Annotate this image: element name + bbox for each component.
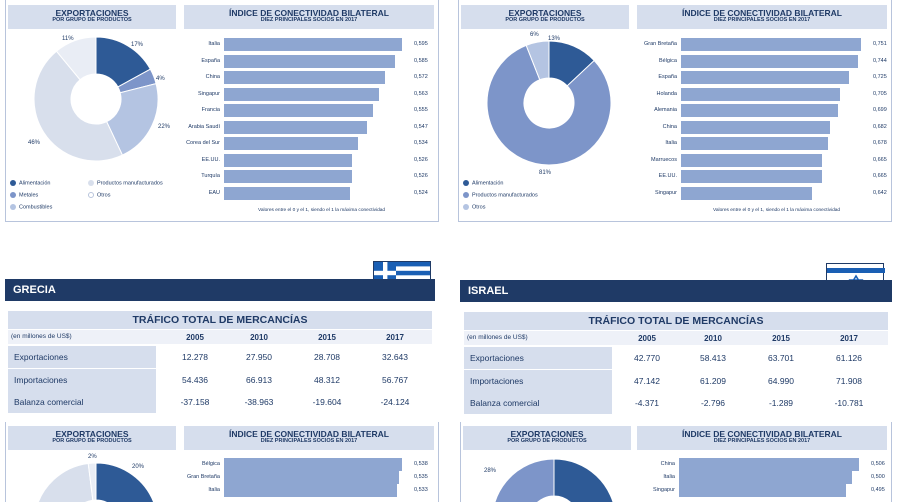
bar [681, 154, 822, 167]
table-header-row [464, 331, 888, 345]
legend-item [463, 192, 538, 198]
row-label: Balanza comercial [464, 392, 612, 414]
table-row [8, 391, 432, 413]
cell: 42.770 [634, 353, 660, 363]
row-label: Importaciones [8, 369, 156, 391]
legend-dot [88, 192, 94, 198]
pie-label-11: 11% [62, 36, 74, 42]
bar-label: Singapur [654, 189, 677, 196]
cell: -4.371 [634, 398, 660, 408]
year-header: 2017 [840, 334, 858, 343]
bar-value: 0,572 [414, 74, 428, 80]
bar [679, 484, 846, 497]
year-header: 2015 [318, 333, 336, 342]
bar-value: 0,535 [414, 474, 428, 480]
year-header: 2005 [638, 334, 656, 343]
icb-header [184, 426, 434, 450]
pie-label-13: 13% [548, 36, 561, 42]
bar-value: 0,495 [871, 487, 885, 493]
legend-item [10, 204, 52, 210]
bar [681, 104, 838, 117]
legend-item [88, 180, 163, 186]
cell: 54.436 [182, 375, 208, 385]
bar-label: Italia [208, 487, 220, 493]
exports-subtitle: POR GRUPO DE PRODUCTOS [52, 437, 132, 444]
bar-value: 0,524 [414, 189, 428, 196]
cell: -19.604 [312, 397, 342, 407]
pie-slice [35, 463, 93, 502]
bar-label: China [660, 461, 675, 467]
legend-label: Alimentación [19, 180, 51, 187]
cell: 32.643 [382, 352, 408, 362]
table-row [8, 369, 432, 391]
icb-title: ÍNDICE DE CONECTIVIDAD BILATERAL [682, 8, 842, 18]
bar [681, 137, 828, 150]
icb-bar-chart [186, 38, 428, 203]
bar-label: España [658, 74, 677, 80]
legend-dot [88, 180, 94, 186]
legend-label: Otros [472, 204, 486, 211]
bar-label: EE.UU. [201, 156, 220, 163]
legend-dot [10, 192, 16, 198]
bar-label: China [205, 74, 220, 80]
exports-title: EXPORTACIONES [508, 8, 582, 18]
pie-label-20: 20% [132, 464, 145, 470]
bar-label: España [201, 57, 220, 64]
table-title: TRÁFICO TOTAL DE MERCANCÍAS [8, 311, 432, 329]
cell: 48.312 [314, 375, 340, 385]
bar-value: 0,751 [873, 41, 887, 47]
icb-note: Valores entre el 0 y el 1, siendo el 1 la máxima conectividad [258, 208, 386, 213]
pie-label-2: 2% [88, 454, 97, 460]
pie-label-6: 6% [530, 32, 539, 38]
bar-value: 0,500 [871, 474, 885, 480]
bar [224, 137, 358, 150]
year-header: 2010 [250, 333, 268, 342]
cell: 58.413 [700, 353, 726, 363]
bar-label: Italia [208, 41, 220, 47]
legend-item [10, 180, 51, 186]
icb-title: ÍNDICE DE CONECTIVIDAD BILATERAL [682, 429, 842, 439]
bar-value: 0,526 [414, 173, 428, 179]
icb-subtitle: DIEZ PRINCIPALES SOCIOS EN 2017 [260, 16, 358, 23]
bar-value: 0,547 [414, 123, 428, 130]
cell: 28.708 [314, 352, 340, 362]
icb-subtitle: DIEZ PRINCIPALES SOCIOS EN 2017 [713, 437, 811, 444]
bar-value: 0,682 [873, 123, 887, 130]
exports-donut-chart [33, 36, 159, 162]
table-row [8, 346, 432, 368]
bar-label: Francia [201, 107, 220, 113]
bar-label: Bélgica [658, 57, 677, 64]
pie-label-46: 46% [28, 140, 41, 146]
pie-label-81: 81% [539, 170, 552, 176]
top-left-panel [5, 0, 439, 222]
pie-label-4: 4% [156, 76, 165, 82]
bar-value: 0,678 [873, 140, 887, 146]
pie-slice [492, 459, 554, 502]
icb-subtitle: DIEZ PRINCIPALES SOCIOS EN 2017 [713, 16, 811, 23]
legend-item [463, 204, 485, 210]
cell: -2.796 [700, 398, 726, 408]
bar-label: Marruecos [651, 156, 677, 163]
bar-value: 0,563 [414, 90, 428, 97]
unit-label: (en millones de US$) [467, 334, 528, 341]
greece-bottom-panel [5, 422, 439, 502]
bar [224, 38, 402, 51]
exports-header [8, 426, 176, 450]
row-label: Exportaciones [8, 346, 156, 368]
icb-note: Valores entre el 0 y el 1, siendo el 1 la máxima conectividad [713, 208, 841, 213]
cell: 47.142 [634, 376, 660, 386]
bar-label: Gran Bretaña [643, 41, 677, 47]
cell: 66.913 [246, 375, 272, 385]
cell: -38.963 [244, 397, 274, 407]
bar-value: 0,665 [873, 173, 887, 179]
exports-title: EXPORTACIONES [510, 429, 584, 439]
bar [224, 121, 367, 134]
bar [224, 55, 395, 68]
icb-title: ÍNDICE DE CONECTIVIDAD BILATERAL [229, 8, 389, 18]
icb-bar-chart [652, 458, 885, 502]
legend-dot [10, 180, 16, 186]
bar-label: Singapur [652, 487, 675, 493]
icb-title: ÍNDICE DE CONECTIVIDAD BILATERAL [229, 429, 389, 439]
legend-item [463, 180, 504, 186]
bar-label: Turquía [201, 173, 220, 179]
row-label: Balanza comercial [8, 391, 156, 413]
israel-bottom-panel [460, 422, 892, 502]
cell: -10.781 [834, 398, 864, 408]
pie-label-17: 17% [131, 42, 144, 48]
bar-value: 0,725 [873, 74, 887, 80]
country-title-greece: GRECIA [5, 279, 435, 301]
exports-header [463, 426, 631, 450]
bar [681, 55, 858, 68]
bar-label: EE.UU. [658, 173, 677, 179]
bar-label: Italia [665, 140, 677, 146]
cell: -37.158 [180, 397, 210, 407]
table-row [464, 392, 888, 414]
bar [224, 88, 379, 101]
icb-header [184, 5, 434, 29]
legend-label: Otros [97, 192, 111, 199]
bar [224, 104, 373, 117]
bar [681, 187, 812, 200]
country-title-israel: ISRAEL [460, 280, 892, 302]
greece-traffic-table [8, 311, 432, 417]
cell: 71.908 [836, 376, 862, 386]
legend-dot [463, 192, 469, 198]
unit-label: (en millones de US$) [11, 333, 72, 340]
cell: 64.990 [768, 376, 794, 386]
bar-value: 0,526 [414, 156, 428, 163]
legend-item [10, 192, 38, 198]
bar-value: 0,642 [873, 189, 887, 196]
bar [681, 38, 861, 51]
exports-header [8, 5, 176, 29]
bar [679, 458, 859, 471]
table-title: TRÁFICO TOTAL DE MERCANCÍAS [464, 312, 888, 330]
bar-value: 0,595 [414, 41, 428, 47]
legend-label: Productos manufacturados [472, 192, 538, 199]
bar [681, 170, 822, 183]
year-header: 2005 [186, 333, 204, 342]
pie-slice [96, 463, 155, 502]
bar-value: 0,699 [873, 107, 887, 113]
row-label: Importaciones [464, 370, 612, 392]
bar-label: Corea del Sur [186, 140, 220, 146]
bar-value: 0,538 [414, 461, 428, 467]
icb-subtitle: DIEZ PRINCIPALES SOCIOS EN 2017 [260, 437, 358, 444]
icb-header [637, 5, 887, 29]
bar [224, 471, 399, 484]
row-label: Exportaciones [464, 347, 612, 369]
top-right-panel [458, 0, 892, 222]
legend-dot [10, 204, 16, 210]
exports-subtitle: POR GRUPO DE PRODUCTOS [505, 16, 585, 23]
bar [681, 88, 840, 101]
bar [224, 458, 402, 471]
bar [224, 484, 397, 497]
bar-value: 0,506 [871, 461, 885, 467]
cell: 27.950 [246, 352, 272, 362]
legend-dot [463, 180, 469, 186]
bar-value: 0,705 [873, 90, 887, 97]
legend-label: Productos manufacturados [97, 180, 163, 187]
bar-value: 0,665 [873, 156, 887, 163]
bar-value: 0,534 [414, 140, 428, 146]
legend-label: Alimentación [472, 180, 504, 187]
pie-label-22: 22% [158, 124, 171, 130]
cell: 61.126 [836, 353, 862, 363]
legend-label: Combustibles [19, 204, 53, 211]
bar [681, 121, 830, 134]
exports-donut-chart [491, 458, 617, 502]
bar-label: China [662, 123, 677, 130]
bar-label: Alemania [654, 107, 677, 113]
exports-title: EXPORTACIONES [55, 429, 129, 439]
cell: -1.289 [768, 398, 794, 408]
bar [681, 71, 849, 84]
bar-value: 0,555 [414, 107, 428, 113]
bar-label: EAU [208, 189, 220, 196]
icb-bar-chart [186, 458, 428, 502]
cell: 63.701 [768, 353, 794, 363]
table-row [464, 347, 888, 369]
bar [679, 471, 852, 484]
bar [224, 154, 352, 167]
exports-subtitle: POR GRUPO DE PRODUCTOS [52, 16, 132, 23]
legend-label: Metales [19, 192, 39, 199]
pie-label-28: 28% [484, 468, 497, 474]
cell: 56.767 [382, 375, 408, 385]
bar [224, 187, 350, 200]
legend-item [88, 192, 110, 198]
bar-value: 0,533 [414, 487, 428, 493]
icb-bar-chart [643, 38, 887, 203]
bar-label: Bélgica [201, 461, 220, 467]
exports-subtitle: POR GRUPO DE PRODUCTOS [507, 437, 587, 444]
bar-label: Holanda [656, 90, 677, 97]
table-row [464, 370, 888, 392]
bar-value: 0,585 [414, 57, 428, 64]
year-header: 2010 [704, 334, 722, 343]
bar [224, 170, 352, 183]
cell: -24.124 [380, 397, 410, 407]
icb-header [637, 426, 887, 450]
bar-value: 0,744 [873, 57, 887, 64]
bar-label: Gran Bretaña [186, 474, 220, 480]
israel-traffic-table [464, 312, 888, 418]
bar-label: Singapur [197, 90, 220, 97]
bar-label: Arabia Saudí [188, 123, 220, 130]
legend-dot [463, 204, 469, 210]
year-header: 2015 [772, 334, 790, 343]
exports-donut-chart [486, 40, 612, 166]
exports-title: EXPORTACIONES [55, 8, 129, 18]
bar-label: Italia [663, 474, 675, 480]
cell: 61.209 [700, 376, 726, 386]
exports-header [461, 5, 629, 29]
year-header: 2017 [386, 333, 404, 342]
table-header-row [8, 330, 432, 344]
cell: 12.278 [182, 352, 208, 362]
bar [224, 71, 385, 84]
